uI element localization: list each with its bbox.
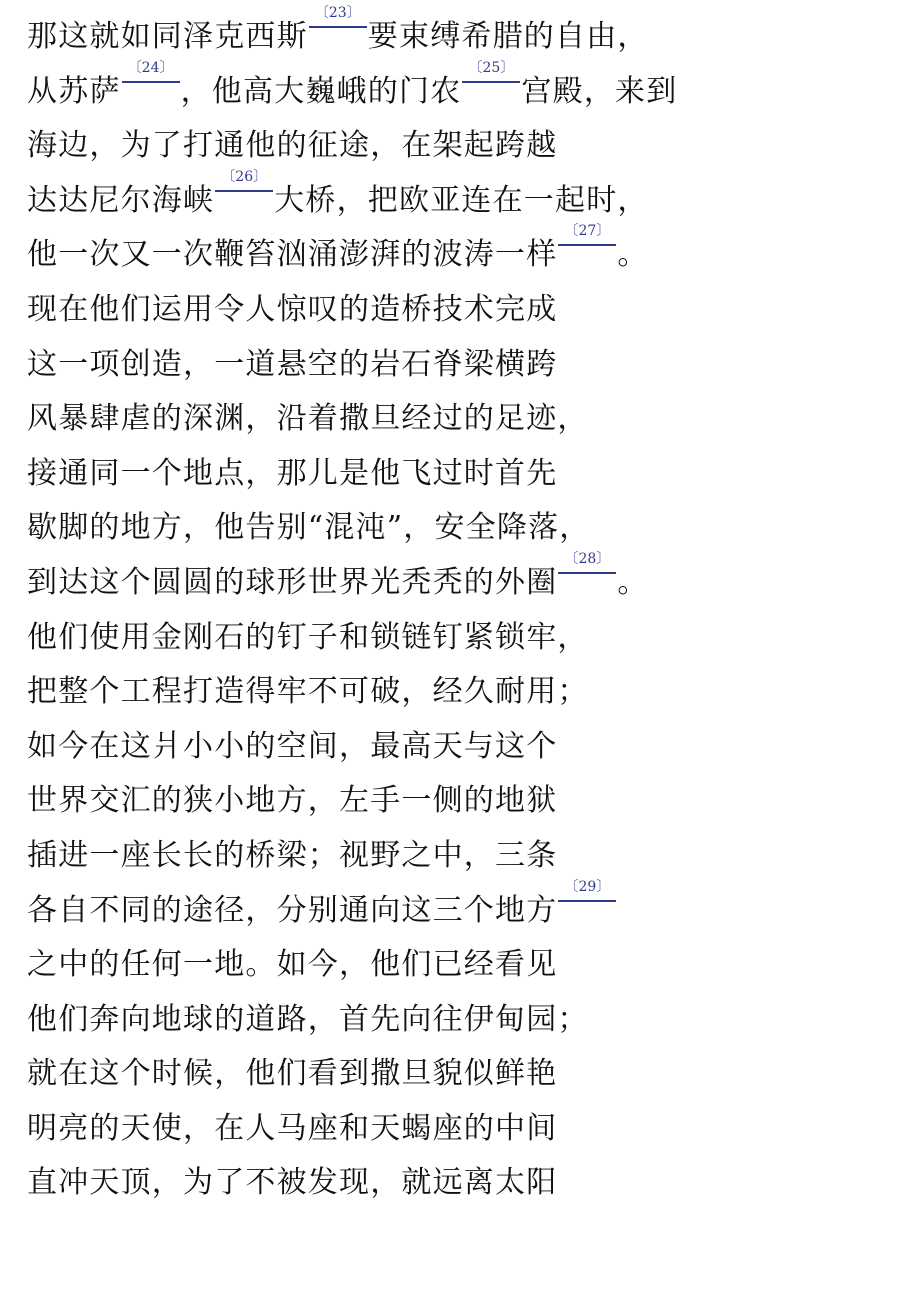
footnote-underline	[558, 900, 616, 902]
footnote-number: 〔27〕	[564, 223, 611, 240]
line-text: 宫殿，来到	[521, 73, 678, 109]
line-text: 各自不同的途径，分别通向这三个地方	[27, 892, 558, 928]
line-text: 海边，为了打通他的征途，在架起跨越	[27, 128, 558, 164]
poem-line	[27, 5, 887, 65]
poem-line	[27, 1156, 887, 1211]
line-text: 从苏萨	[27, 73, 121, 109]
footnote-underline	[558, 244, 616, 246]
footnote-ref-26[interactable]	[215, 168, 273, 210]
line-text: 大桥，把欧亚连在一起时，	[274, 182, 649, 218]
footnote-ref-27[interactable]	[558, 223, 616, 264]
poem-line	[27, 993, 887, 1048]
line-text: 达达尼尔海峡	[27, 182, 215, 218]
poem-text	[27, 5, 887, 1211]
line-text: 明亮的天使，在人马座和天蝎座的中间	[27, 1110, 558, 1146]
footnote-underline	[122, 81, 180, 83]
line-text: 。	[617, 237, 649, 273]
line-text: 他一次又一次鞭笞汹涌澎湃的波涛一样	[27, 237, 558, 273]
footnote-ref-25[interactable]	[462, 59, 520, 101]
footnote-underline	[215, 190, 273, 192]
poem-line	[27, 501, 887, 556]
line-text: 之中的任何一地。如今，他们已经看见	[27, 947, 558, 983]
line-text: 如今在这爿小小的空间，最高天与这个	[27, 728, 558, 764]
poem-line	[27, 119, 887, 174]
poem-line	[27, 447, 887, 502]
footnote-underline	[558, 572, 616, 574]
poem-line	[27, 392, 887, 447]
footnote-underline	[309, 26, 367, 28]
line-text: 就在这个时候，他们看到撒旦貌似鲜艳	[27, 1056, 558, 1092]
poem-line	[27, 611, 887, 666]
line-text: 插进一座长长的桥梁；视野之中，三条	[27, 837, 558, 873]
poem-line	[27, 223, 887, 283]
footnote-number: 〔23〕	[314, 5, 361, 21]
line-text: 到达这个圆圆的球形世界光秃秃的外圈	[27, 564, 558, 600]
footnote-number: 〔25〕	[468, 59, 515, 76]
line-text: 这一项创造，一道悬空的岩石脊梁横跨	[27, 346, 558, 382]
line-text: 。	[617, 564, 649, 600]
footnote-ref-24[interactable]	[122, 59, 180, 101]
line-text: 那这就如同泽克西斯	[27, 19, 308, 54]
poem-line	[27, 168, 887, 229]
poem-line	[27, 774, 887, 829]
footnote-ref-28[interactable]	[558, 550, 616, 592]
poem-line	[27, 283, 887, 338]
poem-line	[27, 59, 887, 120]
poem-line	[27, 665, 887, 720]
line-text: 现在他们运用令人惊叹的造桥技术完成	[27, 291, 558, 327]
footnote-number: 〔24〕	[127, 59, 174, 76]
line-text: 风暴肆虐的深渊，沿着撒旦经过的足迹，	[27, 401, 589, 437]
line-text: ，他高大巍峨的门农	[180, 73, 462, 109]
poem-line	[27, 878, 887, 939]
line-text: 他们奔向地球的道路，首先向往伊甸园；	[27, 1001, 589, 1037]
line-text: 要束缚希腊的自由，	[367, 19, 649, 54]
line-text: 接通同一个地点，那儿是他飞过时首先	[27, 455, 558, 491]
line-text: 世界交汇的狭小地方，左手一侧的地狱	[27, 783, 558, 819]
poem-line	[27, 1047, 887, 1102]
poem-line	[27, 550, 887, 611]
footnote-ref-29[interactable]	[558, 878, 616, 920]
poem-line	[27, 338, 887, 393]
footnote-number: 〔29〕	[564, 878, 611, 895]
line-text: 他们使用金刚石的钉子和锁链钉紧锁牢，	[27, 619, 589, 655]
poem-line	[27, 938, 887, 993]
footnote-number: 〔28〕	[564, 550, 611, 567]
line-text: 直冲天顶，为了不被发现，就远离太阳	[27, 1165, 558, 1201]
poem-line	[27, 720, 887, 775]
poem-line	[27, 829, 887, 884]
footnote-ref-23[interactable]	[309, 5, 367, 46]
poem-line	[27, 1102, 887, 1157]
footnote-number: 〔26〕	[221, 168, 268, 185]
line-text: 把整个工程打造得牢不可破，经久耐用；	[27, 674, 589, 710]
line-text: 歇脚的地方，他告别“混沌”，安全降落，	[27, 510, 591, 546]
footnote-underline	[462, 81, 520, 83]
